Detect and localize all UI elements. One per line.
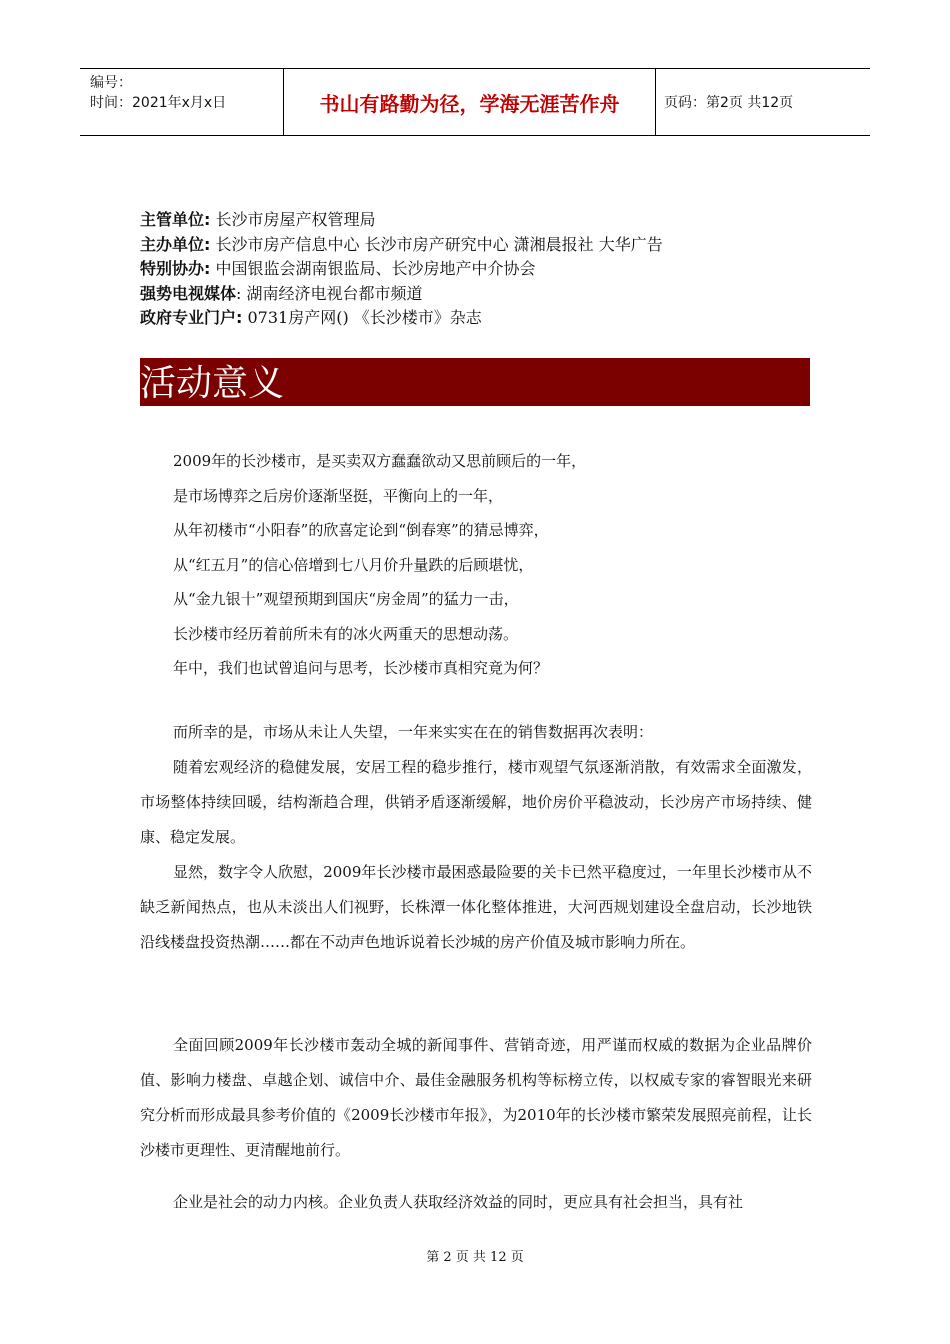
verse-line: 长沙楼市经历着前所未有的冰火两重天的思想动荡。 [173,624,519,643]
page-header [80,68,870,136]
body-paragraph: 随着宏观经济的稳健发展，安居工程的稳步推行，楼市观望气氛逐渐消散，有效需求全面激发，市场整体持续回暖，结构渐趋合理，供销矛盾逐渐缓解，地价房价平稳波动，长沙房产市场持续、健康、稳定发展。 [140,758,812,846]
sponsor-value: 长沙市房屋产权管理局 [210,210,376,229]
sponsor-value: 0731房产网() 《长沙楼市》杂志 [242,308,482,327]
body-paragraph: 全面回顾2009年长沙楼市轰动全城的新闻事件、营销奇迹，用严谨而权威的数据为企业品牌价值、影响力楼盘、卓越企划、诚信中介、最佳金融服务机构等标榜立传，以权威专家的睿智眼光来研究分析而形成最具参考价值的《2009长沙楼市年报》，为2010年的长沙楼市繁荣发展照亮前程，让长沙楼市更理性、更清醒地前行。 [140,1036,812,1159]
sponsor-row [140,233,820,258]
sponsor-value: : 湖南经济电视台都市频道 [236,283,423,303]
time-label: 时间：2021年x月x日 [90,95,227,111]
header-motto: 书山有路勤为径，学海无涯苦作舟 [283,69,656,135]
sponsor-label: 政府专业门户: [140,308,243,327]
body-paragraph: 企业是社会的动力内核。企业负责人获取经济效益的同时，更应具有社会担当，具有社 [173,1193,744,1211]
sponsor-list [140,208,820,331]
body-paragraph: 显然，数字令人欣慰，2009年长沙楼市最困惑最险要的关卡已然平稳度过，一年里长沙楼市从不缺乏新闻热点，也从未淡出人们视野，长株潭一体化整体推进，大河西规划建设全盘启动，长沙地铁沿线楼盘投资热潮……都在不动声色地诉说着长沙城的房产价值及城市影响力所在。 [140,863,812,951]
sponsor-value: 中国银监会湖南银监局、长沙房地产中介协会 [210,259,536,278]
sponsor-row [140,306,820,331]
header-meta [80,69,283,135]
sponsor-row [140,257,820,282]
number-label: 编号： [90,75,132,91]
verse-line: 是市场博弈之后房价逐渐坚挺，平衡向上的一年， [173,486,504,505]
intro-verse [173,444,813,686]
verse-line: 从“红五月”的信心倍增到七八月价升量跌的后顾堪忧， [173,555,534,574]
sponsor-label: 主管单位: [140,210,211,229]
section-title-banner: 活动意义 [140,358,810,406]
verse-line: 年中，我们也试曾追问与思考，长沙楼市真相究竟为何？ [173,659,549,677]
sponsor-row [140,208,820,233]
sponsor-label: 强势电视媒体 [140,283,237,303]
header-page-info: 页码：第2页 共12页 [664,95,794,111]
body-paragraph: 而所幸的是，市场从未让人失望，一年来实实在在的销售数据再次表明： [173,723,654,741]
verse-line: 从年初楼市“小阳春”的欣喜定论到“倒春寒”的猜忌博弈， [173,521,549,539]
sponsor-row [140,282,820,307]
page-footer: 第 2 页 共 12 页 [426,1250,524,1265]
sponsor-label: 特别协办: [140,259,211,278]
verse-line: 2009年的长沙楼市，是买卖双方蠢蠢欲动又思前顾后的一年， [173,452,587,470]
sponsor-value: 长沙市房产信息中心 长沙市房产研究中心 潇湘晨报社 大华广告 [210,234,663,254]
sponsor-label: 主办单位: [140,234,211,254]
verse-line: 从“金九银十”观望预期到国庆“房金周”的猛力一击， [173,590,519,608]
